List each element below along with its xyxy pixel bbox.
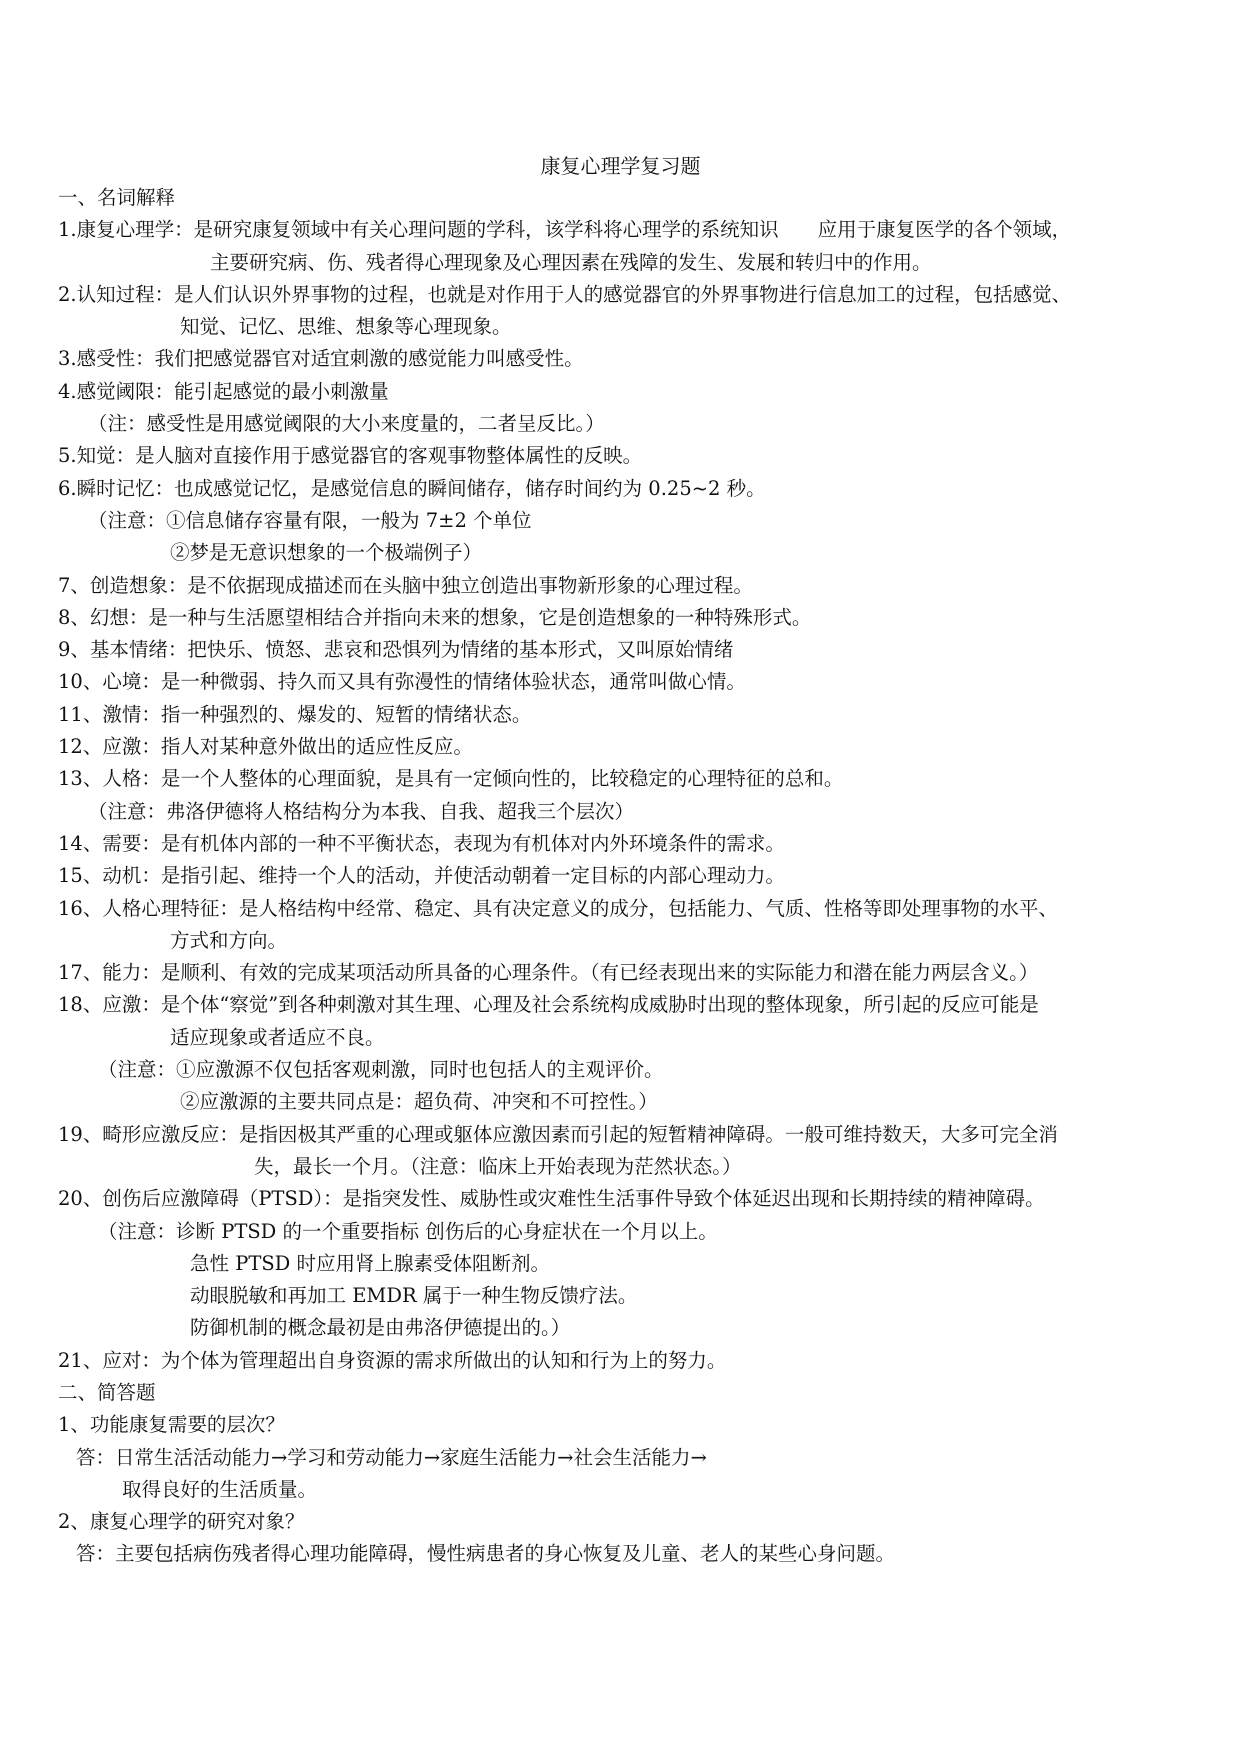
text-line: 18、应激：是个体“察觉”到各种刺激对其生理、心理及社会系统构成威胁时出现的整体现象，所引起的反应可能是: [58, 993, 1039, 1017]
text-line: 6.瞬时记忆：也成感觉记忆，是感觉信息的瞬间储存，储存时间约为 0.25~2 秒。: [58, 476, 766, 500]
document-body: [58, 182, 1198, 1571]
text-line: 8、幻想：是一种与生活愿望相结合并指向未来的想象，它是创造想象的一种特殊形式。: [58, 605, 812, 629]
text-line: 动眼脱敏和再加工 EMDR 属于一种生物反馈疗法。: [190, 1284, 638, 1308]
text-line: （注：感受性是用感觉阈限的大小来度量的，二者呈反比。）: [88, 412, 605, 436]
text-line: 17、能力：是顺利、有效的完成某项活动所具备的心理条件。（有已经表现出来的实际能力和潜在能力两层含义。）: [58, 961, 1039, 985]
text-line: 取得良好的生活质量。: [122, 1477, 318, 1501]
text-line: 9、基本情绪：把快乐、愤怒、悲哀和恐惧列为情绪的基本形式，又叫原始情绪: [58, 638, 734, 662]
text-line: 13、人格：是一个人整体的心理面貌，是具有一定倾向性的，比较稳定的心理特征的总和。: [58, 767, 844, 791]
text-line: （注意：诊断 PTSD 的一个重要指标 创伤后的心身症状在一个月以上。: [98, 1219, 718, 1243]
text-line: 2、康复心理学的研究对象？: [58, 1510, 305, 1534]
text-line: 14、需要：是有机体内部的一种不平衡状态，表现为有机体对内外环境条件的需求。: [58, 831, 785, 855]
text-line: 11、激情：指一种强烈的、爆发的、短暂的情绪状态。: [58, 702, 532, 726]
document-title: 康复心理学复习题: [540, 154, 701, 178]
text-line: 知觉、记忆、思维、想象等心理现象。: [180, 315, 512, 339]
text-line: （注意：①应激源不仅包括客观刺激，同时也包括人的主观评价。: [98, 1058, 664, 1082]
text-line: 16、人格心理特征：是人格结构中经常、稳定、具有决定意义的成分，包括能力、气质、性格等即处理事物的水平、: [58, 896, 1058, 920]
text-line: 21、应对：为个体为管理超出自身资源的需求所做出的认知和行为上的努力。: [58, 1348, 727, 1372]
text-line: 10、心境：是一种微弱、持久而又具有弥漫性的情绪体验状态，通常叫做心情。: [58, 670, 746, 694]
text-line: 7、创造想象：是不依据现成描述而在头脑中独立创造出事物新形象的心理过程。: [58, 573, 753, 597]
text-line: 一、名词解释: [58, 186, 176, 209]
text-line: 适应现象或者适应不良。: [170, 1025, 385, 1049]
text-line: 防御机制的概念最初是由弗洛伊德提出的。）: [190, 1316, 571, 1340]
text-line: ②梦是无意识想象的一个极端例子）: [170, 541, 483, 565]
text-line: 19、畸形应激反应：是指因极其严重的心理或躯体应激因素而引起的短暂精神障碍。一般可维持数天，大多可完全消: [58, 1122, 1058, 1146]
text-line: 方式和方向。: [170, 928, 288, 952]
text-line: 1、功能康复需要的层次？: [58, 1413, 285, 1437]
text-line: （注意：①信息储存容量有限，一般为 7±2 个单位: [88, 508, 532, 532]
text-line: 5.知觉：是人脑对直接作用于感觉器官的客观事物整体属性的反映。: [58, 444, 643, 468]
text-line: 20、创伤后应激障碍（PTSD）：是指突发性、威胁性或灾难性生活事件导致个体延迟出现和长期持续的精神障碍。: [58, 1187, 1045, 1211]
text-line: 12、应激：指人对某种意外做出的适应性反应。: [58, 735, 473, 759]
text-line: 2.认知过程：是人们认识外界事物的过程，也就是对作用于人的感觉器官的外界事物进行信息加工的过程，包括感觉、: [58, 282, 1072, 306]
text-line: 主要研究病、伤、残者得心理现象及心理因素在残障的发生、发展和转归中的作用。: [210, 250, 932, 274]
text-line: 失，最长一个月。（注意：临床上开始表现为茫然状态。）: [254, 1154, 742, 1178]
text-line: 4.感觉阈限：能引起感觉的最小刺激量: [58, 379, 389, 403]
text-line: 急性 PTSD 时应用肾上腺素受体阻断剂。: [190, 1251, 551, 1275]
text-line: （注意：弗洛伊德将人格结构分为本我、自我、超我三个层次）: [88, 799, 635, 823]
text-line: 1.康复心理学：是研究康复领域中有关心理问题的学科，该学科将心理学的系统知识 应用于康复医学的各个领域，: [58, 218, 1072, 242]
text-line: ②应激源的主要共同点是：超负荷、冲突和不可控性。）: [180, 1090, 658, 1114]
text-line: 答：主要包括病伤残者得心理功能障碍，慢性病患者的身心恢复及儿童、老人的某些心身问题。: [76, 1542, 896, 1566]
text-line: 15、动机：是指引起、维持一个人的活动，并使活动朝着一定目标的内部心理动力。: [58, 864, 785, 888]
text-line: 3.感受性：我们把感觉器官对适宜刺激的感觉能力叫感受性。: [58, 347, 584, 371]
text-line: 答：日常生活活动能力→学习和劳动能力→家庭生活能力→社会生活能力→: [76, 1445, 707, 1469]
text-line: 二、简答题: [58, 1380, 156, 1404]
